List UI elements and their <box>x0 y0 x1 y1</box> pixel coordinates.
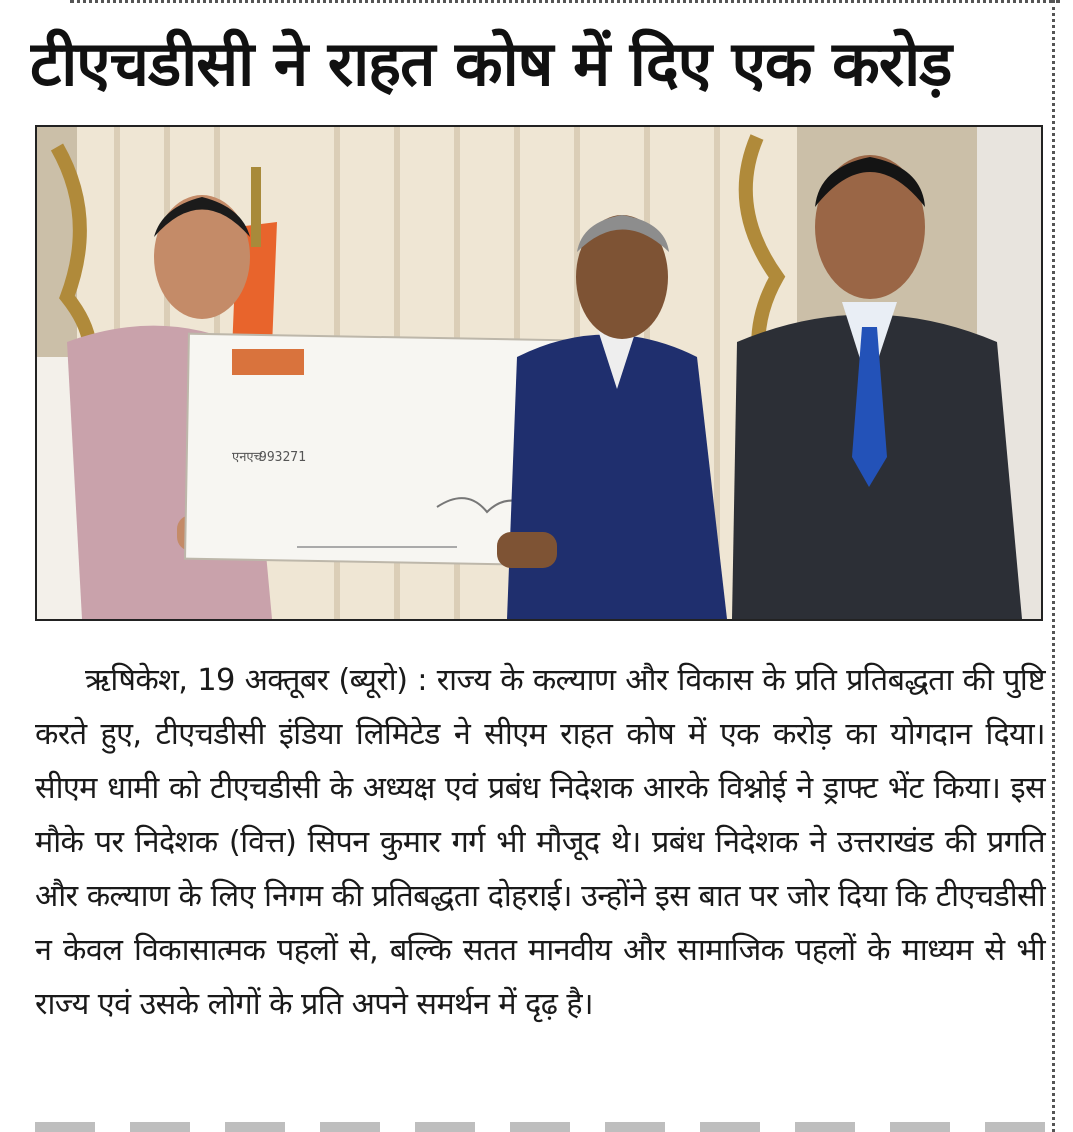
cheque-prefix: एनएच <box>232 450 262 465</box>
photo-illustration <box>37 127 1041 619</box>
next-line-cutoff <box>35 1122 1045 1132</box>
headline: टीएचडीसी ने राहत कोष में दिए एक करोड़ <box>30 27 952 100</box>
article-dateline: ऋषिकेश, 19 अक्तूबर (ब्यूरो) : <box>85 663 427 698</box>
news-photo <box>35 125 1043 621</box>
article-text: राज्य के कल्याण और विकास के प्रति प्रतिबद्धता की पुष्टि करते हुए, टीएचडीसी इंडिया लिमिटेड ने सीएम राहत कोष में एक करोड़ का योगदान दिया। सीएम धामी को टीएचडीसी के अध्यक्ष एवं प्रबंध निदेशक आरके विश्नोई ने ड्राफ्ट भेंट किया। इस मौके पर निदेशक (वित्त) सिपन कुमार गर्ग भी मौजूद थे। प्रबंध निदेशक ने उत्तराखंड की प्रगति और कल्याण के लिए निगम की प्रतिबद्धता दोहराई। उन्होंने इस बात पर जोर दिया कि टीएचडीसी न केवल विकासात्मक पहलों से, बल्कि सतत मानवीय और सामाजिक पहलों के माध्यम से भी राज्य एवं उसके लोगों के प्रति अपने समर्थन में दृढ़ है। <box>35 663 1046 1022</box>
cheque-number: 993271 <box>259 450 306 465</box>
article-body <box>35 654 1045 1032</box>
column-dotted-rule <box>1052 0 1055 1132</box>
top-dotted-rule <box>70 0 1060 3</box>
